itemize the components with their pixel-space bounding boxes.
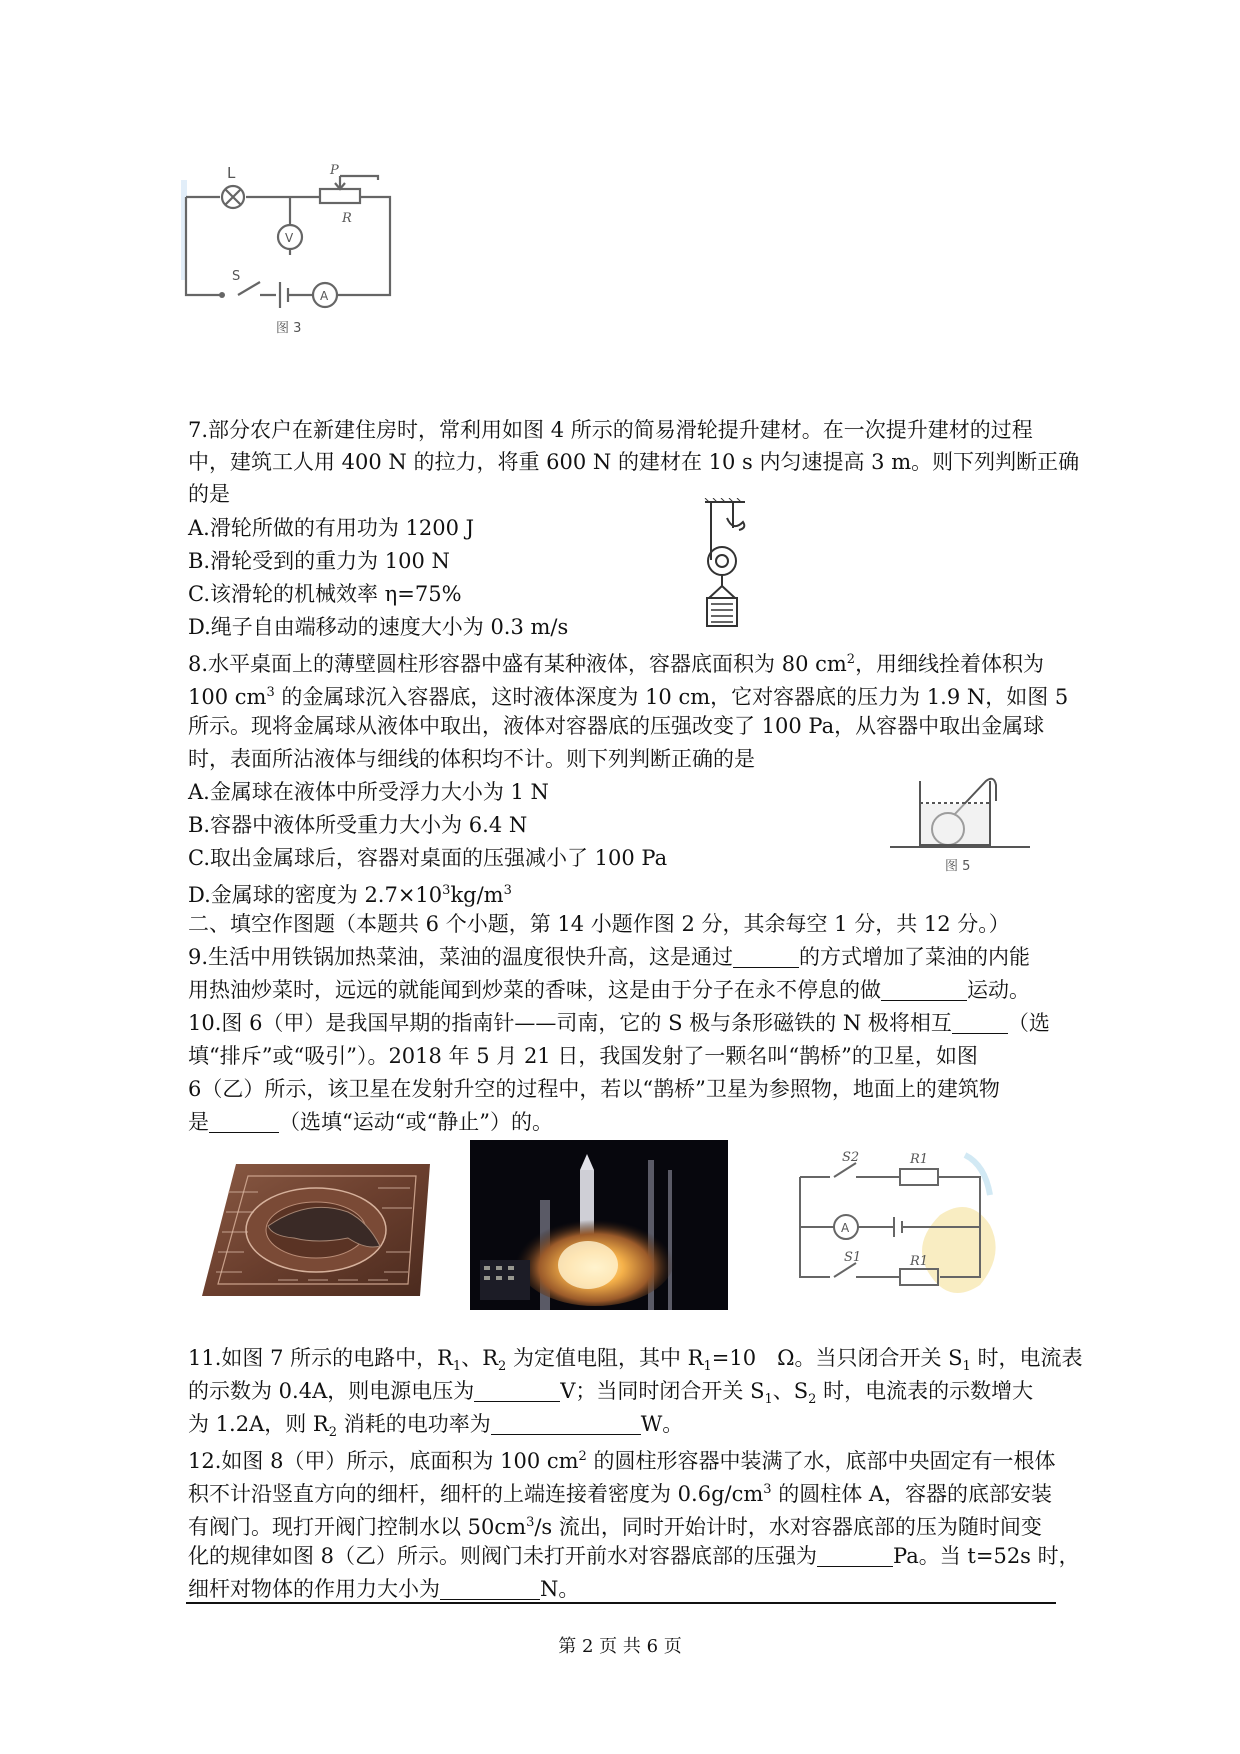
q8-stem-line-3: 所示。现将金属球从液体中取出，液体对容器底的压强改变了 100 Pa，从容器中取出金属球 xyxy=(188,714,1045,738)
q7-option-a: A.滑轮所做的有用功为 1200 J xyxy=(188,516,475,540)
q7-stem-line-2: 中，建筑工人用 400 N 的拉力，将重 600 N 的建材在 10 s 内匀速提高 3 m。则下列判断正确 xyxy=(188,450,1080,474)
fig5-caption: 图 5 xyxy=(945,859,971,874)
fig7-label-s2: S2 xyxy=(842,1150,860,1165)
q7-stem-line-1: 7.部分农户在新建住房时，常利用如图 4 所示的简易滑轮提升建材。在一次提升建材的过程 xyxy=(188,418,1033,442)
q12-line-1: 12.如图 8（甲）所示，底面积为 100 $cm^2$ 的圆柱形容器中装满了水，底部中央固定有一根体 xyxy=(188,1449,1056,1473)
q12-line-4: 化的规律如图 8（乙）所示。则阀门未打开前水对容器底部的压强为 Pa。当 t=52s 时， xyxy=(188,1544,1080,1568)
fig3-label-voltmeter: V xyxy=(285,231,294,245)
q12-line-2: 积不计沿竖直方向的细杆，细杆的上端连接着密度为 $0.6g/cm^3$ 的圆柱体 A，容器的底部安装 xyxy=(188,1482,1053,1506)
q8-option-a: A.金属球在液体中所受浮力大小为 1 N xyxy=(188,780,549,804)
q9-blank-1[interactable] xyxy=(733,945,799,968)
q10-line-4: 是 （选填“运动“或“静止”）的。 xyxy=(188,1110,553,1134)
fig7-label-r1: R1 xyxy=(910,1152,929,1167)
fig3-label-lamp: L xyxy=(227,164,236,182)
q9-line-1: 9.生活中用铁锅加热菜油，菜油的温度很快升高，这是通过 的方式增加了菜油的内能 xyxy=(188,945,1031,969)
q12-line-5: 细杆对物体的作用力大小为 N。 xyxy=(188,1577,580,1601)
figure-4-pulley xyxy=(695,498,775,628)
figure-6b-rocket-launch xyxy=(470,1140,728,1310)
q11-line-3: 为 1.2A，则 $R_2$ 消耗的电功率为 W。 xyxy=(188,1412,684,1441)
q10-blank-1[interactable] xyxy=(952,1011,1008,1034)
q7-stem-line-3: 的是 xyxy=(188,482,230,506)
fig7-label-s1: S1 xyxy=(844,1250,862,1265)
q12-blank-2[interactable] xyxy=(440,1577,540,1600)
q10-line-1: 10.图 6（甲）是我国早期的指南针——司南，它的 S 极与条形磁铁的 N 极将相互 （选 xyxy=(188,1011,1050,1035)
q11-line-1: 11.如图 7 所示的电路中，$R_1$、$R_2$ 为定值电阻，其中 $R_1=10$ Ω。当只闭合开关 $S_1$ 时，电流表 xyxy=(188,1346,1083,1375)
q8-option-c: C.取出金属球后，容器对桌面的压强减小了 100 Pa xyxy=(188,846,668,870)
figure-6a-sinan-compass xyxy=(198,1152,438,1302)
q11-blank-2[interactable] xyxy=(491,1412,641,1435)
q10-line-2: 填“排斥”或“吸引”）。2018 年 5 月 21 日，我国发射了一颗名叫“鹊桥”的卫星，如图 xyxy=(188,1044,978,1068)
q7-option-d: D.绳子自由端移动的速度大小为 0.3 m/s xyxy=(188,615,569,639)
fig3-label-switch: S xyxy=(232,269,241,284)
q10-line-3: 6（乙）所示，该卫星在发射升空的过程中，若以“鹊桥”卫星为参照物，地面上的建筑物 xyxy=(188,1077,1000,1101)
q12-blank-1[interactable] xyxy=(817,1544,893,1567)
q11-line-2: 的示数为 0.4A，则电源电压为 V；当同时闭合开关 $S_1$、$S_2$ 时，电流表的示数增大 xyxy=(188,1379,1034,1408)
fig3-label-rheostat: R xyxy=(342,211,352,226)
q7-option-c: C.该滑轮的机械效率 η=75% xyxy=(188,582,462,606)
fig7-label-r2: R1 xyxy=(910,1254,929,1269)
fig3-label-slider: P xyxy=(330,163,339,178)
fig3-label-ammeter: A xyxy=(320,289,329,303)
q8-stem-line-2: 100 $cm^3$ 的金属球沉入容器底，这时液体深度为 10 cm，它对容器底的压力为 1.9 N，如图 5 xyxy=(188,685,1069,709)
q9-line-2: 用热油炒菜时，远远的就能闻到炒菜的香味，这是由于分子在永不停息的做 运动。 xyxy=(188,978,1030,1002)
fig3-caption: 图 3 xyxy=(276,321,302,336)
figure-5-container xyxy=(890,775,1030,875)
page-footer: 第 2 页 共 6 页 xyxy=(558,1636,682,1657)
q8-option-b: B.容器中液体所受重力大小为 6.4 N xyxy=(188,813,528,837)
q7-option-b: B.滑轮受到的重力为 100 N xyxy=(188,549,450,573)
q8-stem-line-4: 时，表面所沾液体与细线的体积均不计。则下列判断正确的是 xyxy=(188,747,755,771)
q9-blank-2[interactable] xyxy=(881,978,967,1001)
section-2-heading: 二、填空作图题（本题共 6 个小题，第 14 小题作图 2 分，其余每空 1 分，共 12 分。） xyxy=(188,912,1010,936)
q8-stem-line-1: 8.水平桌面上的薄壁圆柱形容器中盛有某种液体，容器底面积为 80 $cm^2$，用细线拴着体积为 xyxy=(188,652,1045,676)
q11-blank-1[interactable] xyxy=(474,1379,560,1402)
q12-line-3: 有阀门。现打开阀门控制水以 $50cm^3/s$ 流出，同时开始计时，水对容器底部的压为随时间变 xyxy=(188,1515,1042,1539)
footer-rule xyxy=(186,1602,1056,1604)
figure-7-circuit xyxy=(790,1145,1010,1315)
fig7-label-ammeter: A xyxy=(841,1221,850,1235)
q8-option-d: D.金属球的密度为 $2.7\times 10^3kg/m^3$ xyxy=(188,883,512,907)
figure-3-circuit xyxy=(180,160,410,340)
q10-blank-2[interactable] xyxy=(209,1110,279,1133)
